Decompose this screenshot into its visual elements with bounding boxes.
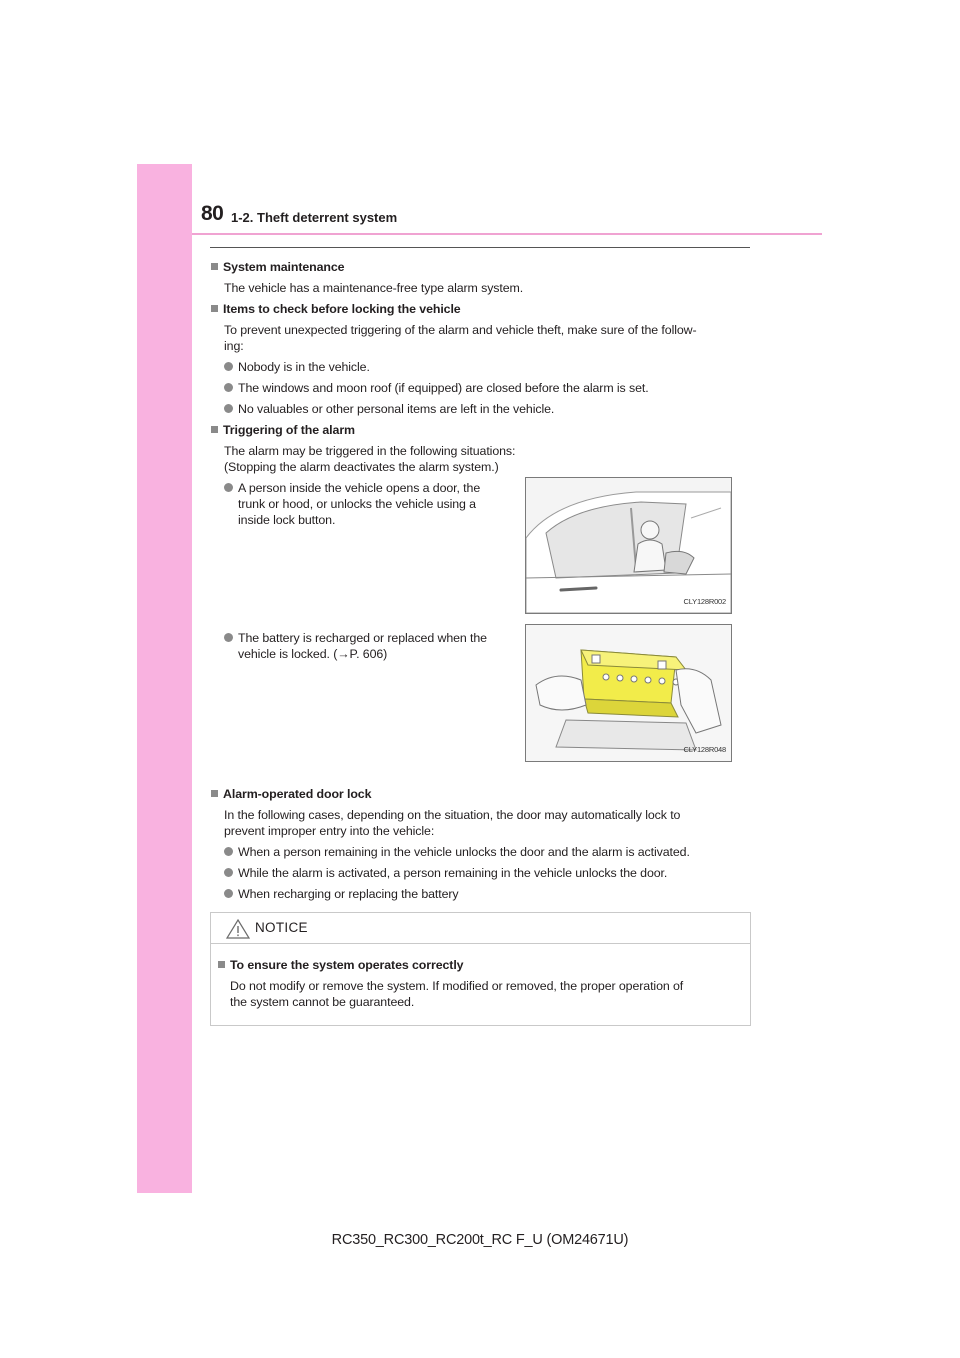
items-check-text xyxy=(224,322,750,354)
notice-box xyxy=(210,912,751,1026)
heading-system-maintenance: System maintenance xyxy=(210,259,750,275)
notice-header xyxy=(211,913,750,944)
list-item xyxy=(224,630,510,662)
notice-text xyxy=(230,978,742,1010)
trigger-row-door xyxy=(210,480,750,630)
bullet1-line1: A person inside the vehicle opens a door, the xyxy=(238,481,481,495)
top-rule xyxy=(210,247,750,248)
notice-line1: Do not modify or remove the system. If modified or removed, the proper operation of xyxy=(230,979,684,993)
heading-door-lock: Alarm-operated door lock xyxy=(210,786,750,802)
list-item: When recharging or replacing the battery xyxy=(224,886,750,902)
side-tab xyxy=(137,164,192,1193)
triggering-line1: The alarm may be triggered in the following situations: xyxy=(224,444,516,458)
footer-model-code: RC350_RC300_RC200t_RC F_U (OM24671U) xyxy=(331,1232,629,1248)
triggering-line2: (Stopping the alarm deactivates the alarm system.) xyxy=(224,460,499,474)
items-check-line2: ing: xyxy=(224,339,244,353)
door-lock-line1: In the following cases, depending on the situation, the door may automatically lock to xyxy=(224,808,681,822)
maintenance-text: The vehicle has a maintenance-free type alarm system. xyxy=(224,281,524,295)
door-lock-text xyxy=(224,807,750,839)
notice-body xyxy=(211,957,750,1010)
heading-triggering: Triggering of the alarm xyxy=(210,422,750,438)
figure2-label: CLY128R048 xyxy=(683,745,726,754)
triggering-text xyxy=(224,443,750,475)
door-lock-line2: prevent improper entry into the vehicle: xyxy=(224,824,435,838)
notice-line2: the system cannot be guaranteed. xyxy=(230,995,415,1009)
heading-items-to-check: Items to check before locking the vehicle xyxy=(210,301,750,317)
figure1-label: CLY128R002 xyxy=(683,597,726,606)
main-content xyxy=(210,259,750,902)
bullet1-line2: trunk or hood, or unlocks the vehicle using a xyxy=(238,497,476,511)
list-item: No valuables or other personal items are left in the vehicle. xyxy=(224,401,750,417)
list-item: Nobody is in the vehicle. xyxy=(224,359,750,375)
warning-triangle-icon xyxy=(226,919,250,939)
battery-illustration xyxy=(526,625,731,761)
page-number: 80 xyxy=(201,202,224,225)
list-item: When a person remaining in the vehicle unlocks the door and the alarm is activated. xyxy=(224,844,750,860)
header-line xyxy=(192,233,822,235)
list-item: The windows and moon roof (if equipped) are closed before the alarm is set. xyxy=(224,380,750,396)
list-item xyxy=(224,480,510,528)
notice-heading: To ensure the system operates correctly xyxy=(217,957,750,973)
items-check-line1: To prevent unexpected triggering of the alarm and vehicle theft, make sure of the follow- xyxy=(224,323,697,337)
bullet1-line3: inside lock button. xyxy=(238,513,336,527)
trigger-row-battery xyxy=(210,630,750,786)
list-item: While the alarm is activated, a person remaining in the vehicle unlocks the door. xyxy=(224,865,750,881)
section-title: 1-2. Theft deterrent system xyxy=(231,210,398,225)
bullet2-line2: vehicle is locked. (→P. 606) xyxy=(238,647,388,661)
car-door-illustration xyxy=(526,478,731,613)
bullet2-line1: The battery is recharged or replaced when the xyxy=(238,631,487,645)
figure-battery-replacement xyxy=(525,624,732,762)
notice-title: NOTICE xyxy=(255,920,308,935)
figure-person-in-car xyxy=(525,477,732,614)
